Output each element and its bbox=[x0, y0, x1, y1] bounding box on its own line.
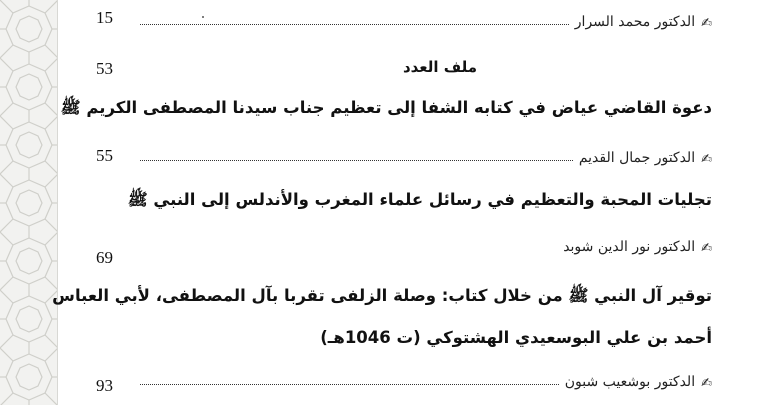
dot-leader bbox=[140, 384, 559, 385]
page-number: 93 bbox=[96, 376, 113, 395]
toc-author-row bbox=[140, 144, 712, 166]
pen-icon: ✍ bbox=[701, 376, 712, 391]
pen-icon: ✍ bbox=[701, 152, 712, 167]
toc-title-continued: أحمد بن علي البوسعيدي الهشتوكي (ت 1046هـ) bbox=[320, 328, 712, 347]
toc-title: تجليات المحبة والتعظيم في رسائل علماء المغرب والأندلس إلى النبي ﷺ bbox=[127, 190, 712, 209]
author-name: الدكتور بوشعيب شبون bbox=[564, 374, 696, 390]
author-name: الدكتور محمد السرار bbox=[574, 14, 696, 30]
print-speck bbox=[202, 16, 204, 18]
author-name: الدكتور جمال القديم bbox=[578, 150, 696, 166]
decorative-border bbox=[0, 0, 58, 405]
pen-icon: ✍ bbox=[701, 241, 712, 256]
toc-title: توقير آل النبي ﷺ من خلال كتاب: وصلة الزلفى تقربا بآل المصطفى، لأبي العباس bbox=[52, 286, 712, 305]
section-page-number: 53 bbox=[96, 59, 113, 78]
page-number: 55 bbox=[96, 146, 113, 165]
toc-author-row bbox=[140, 8, 712, 30]
dot-leader bbox=[140, 160, 573, 161]
author-name: الدكتور نور الدين شوبد bbox=[563, 239, 696, 255]
pen-icon: ✍ bbox=[701, 16, 712, 31]
page-number: 15 bbox=[96, 8, 113, 27]
dot-leader bbox=[140, 24, 569, 25]
section-heading: ملف العدد bbox=[402, 58, 478, 76]
toc-author-row bbox=[140, 368, 712, 390]
dot-leader bbox=[140, 249, 557, 250]
toc-author-row bbox=[140, 233, 712, 255]
page-number: 69 bbox=[96, 248, 113, 267]
toc-title: دعوة القاضي عياض في كتابه الشفا إلى تعظيم جناب سيدنا المصطفى الكريم ﷺ bbox=[60, 98, 712, 117]
